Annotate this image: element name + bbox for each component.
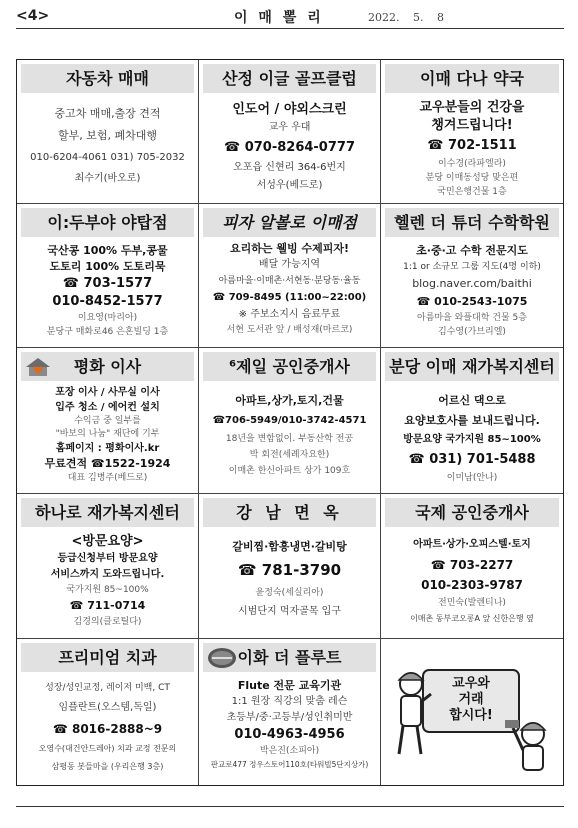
ad-gangnam-myeonok: [199, 494, 381, 639]
flute-logo-icon: [207, 646, 237, 670]
ad-realestate-gukje: [381, 494, 563, 639]
ad-line: 18년을 변함없이. 부동산학 전공: [225, 434, 354, 444]
ad-line: 국산콩 100% 두부,콩물: [47, 244, 168, 257]
ad-tofu-shop: [17, 204, 199, 348]
ad-line: 방문요양 국가지원 85~100%: [403, 434, 541, 445]
ad-line: 서현 도서관 앞 / 배성재(마르코): [226, 325, 353, 335]
ad-line: 서비스까지 도와드립니다.: [50, 569, 165, 580]
ad-line: 요리하는 웰빙 수제피자!: [230, 242, 349, 255]
ad-title: 프리미엄 치과: [21, 643, 194, 672]
ad-phone: ☎ 031) 701-5488: [408, 452, 536, 467]
ad-line: 초등부/중·고등부/성인취미반: [226, 712, 353, 723]
ad-line: 윤정숙(세실리아): [255, 588, 324, 598]
ad-line: 성장/성인교정, 레이저 미백, CT: [45, 683, 170, 693]
ad-line: 국가지원 85~100%: [66, 585, 149, 595]
ad-title: 이매 다나 약국: [385, 64, 559, 93]
page-header: [16, 4, 564, 26]
ad-line: 박은진(소피아): [259, 746, 320, 756]
newsletter-title: 이 매 뽈 리: [234, 10, 324, 26]
ad-line: 이요영(마리아): [77, 313, 138, 323]
ad-line: Flute 전문 교육기관: [237, 679, 342, 692]
issue-date: 2022. 5. 8: [368, 11, 444, 24]
ad-title: 피자 알볼로 이매점: [203, 208, 376, 237]
ad-line: ※ 주보소지시 음료무료: [238, 309, 341, 320]
ad-phone: ☎ 703-1577: [62, 276, 153, 291]
trade-sign: [423, 676, 519, 724]
ad-line: 할부, 보험, 폐차대행: [58, 129, 157, 142]
ad-flute-academy: [199, 639, 381, 785]
ad-title: 자동차 매매: [21, 64, 194, 93]
ad-phone: 무료견적 ☎1522-1924: [44, 457, 171, 470]
sign-line: 교우와: [452, 676, 490, 691]
ad-golf-club: [199, 60, 381, 204]
ad-title: 헬렌 더 튜더 수학학원: [385, 208, 559, 237]
ad-line: 어르신 댁으로: [438, 394, 506, 407]
ad-phone: ☎ 711-0714: [69, 599, 146, 612]
ad-line: 010-6204-4061 031) 705-2032: [30, 152, 185, 163]
ad-phone: ☎ 8016-2888~9: [52, 722, 163, 736]
ad-line: <방문요양>: [71, 534, 144, 549]
ad-line: 도토리 100% 도토리묵: [49, 260, 166, 273]
ad-title-box: [203, 643, 376, 672]
footer-rule: [16, 806, 564, 807]
ad-line: 1:1 or 소규모 그룹 지도(4명 이하): [403, 262, 541, 272]
ad-welfare-center-hanaro: [17, 494, 199, 639]
ad-line: 서성우(베드로): [256, 180, 323, 191]
ad-mobile: 010-8452-1577: [52, 294, 163, 309]
ad-phone: 010-4963-4956: [234, 727, 345, 742]
ad-line: 박 회전(세례자요한): [249, 450, 330, 460]
ad-line: 교우 우대: [268, 122, 311, 133]
ad-title: 국제 공인중개사: [385, 498, 559, 527]
ad-line: "바보의 나눔" 재단에 기부: [55, 429, 160, 439]
ad-line: 김경의(클로틸다): [73, 617, 142, 627]
ad-line: 포장 이사 / 사무실 이사: [55, 387, 160, 398]
house-logo-icon: [23, 355, 53, 377]
ad-phone: ☎ 781-3790: [237, 561, 342, 579]
ad-car-dealer: [17, 60, 199, 204]
page-number: <4>: [16, 8, 50, 24]
ad-line: 요양보호사를 보내드립니다.: [404, 414, 540, 427]
ad-math-academy: [381, 204, 563, 348]
ad-line: 아름마을 와플대학 건물 5층: [417, 313, 527, 323]
ad-title: ⁶제일 공인중개사: [203, 352, 376, 381]
ad-line: 오영수(대건안드레아) 치과 교정 전문의: [38, 744, 177, 753]
ad-line: 입주 청소 / 에어컨 설치: [55, 402, 160, 413]
ad-phone: ☎ 010-2543-1075: [416, 295, 528, 308]
ad-title: 하나로 재가복지센터: [21, 498, 194, 527]
ad-line: 대표 김병주(베드로): [67, 473, 148, 483]
ad-line: 임플란트(오스템,독일): [58, 702, 157, 713]
ad-line: 초·중·고 수학 전문지도: [416, 244, 528, 257]
sign-line: 합시다!: [449, 708, 493, 723]
ad-line: 1:1 원장 직강의 맞춤 레슨: [231, 696, 348, 707]
ad-realestate-jeil: [199, 348, 381, 494]
ad-line: 분당구 매화로46 은혼빌딩 1층: [46, 327, 169, 337]
ad-title: 분당 이매 재가복지센터: [385, 352, 559, 381]
ad-line: 이수경(라파엘라): [438, 159, 506, 169]
ad-phone: ☎ 702-1511: [427, 138, 517, 153]
ad-line: 수익금 중 일부를: [74, 416, 141, 426]
ad-phone: ☎ 703-2277: [430, 558, 514, 572]
ad-line: 이매촌 동부코오롱A 앞 신한은행 옆: [410, 614, 534, 623]
ad-line: 중고차 매매,출장 견적: [54, 107, 161, 120]
ad-phone: ☎ 709-8495 (11:00~22:00): [212, 292, 367, 303]
ad-title-box: [21, 352, 194, 381]
ad-line: 배달 가능지역: [258, 259, 321, 270]
ad-phone: ☎706-5949/010-3742-4571: [212, 415, 367, 426]
ad-line: 갈비찜·함흥냉면·갈비탕: [232, 540, 347, 553]
ad-title: 이화 더 플루트: [237, 648, 342, 667]
ad-trade-with-parishioners: [381, 639, 563, 785]
ad-blog: blog.naver.com/baithi: [412, 277, 532, 290]
ad-line: 인도어 / 야외스크린: [232, 102, 347, 117]
ad-line: 챙겨드립니다!: [431, 118, 513, 133]
ad-line: 이매촌 한신아파트 상가 109호: [228, 466, 351, 476]
ad-line: 시범단지 먹자골목 입구: [238, 606, 341, 617]
ad-mobile: 010-2303-9787: [421, 578, 523, 592]
ad-grid: [16, 59, 564, 786]
ad-line: 삼평동 봇들마을 (우리은행 3층): [51, 762, 164, 771]
ad-line: 교우분들의 건강을: [419, 100, 525, 115]
ad-line: 아파트·상가·오피스텔·토지: [413, 539, 531, 550]
ad-moving: [17, 348, 199, 494]
ad-pharmacy: [381, 60, 563, 204]
ad-line: 아름마을·이매촌·서현동·분당동·율동: [218, 276, 361, 286]
ad-line: 최수기(바오로): [74, 173, 141, 184]
ad-title: 강 남 면 옥: [203, 498, 376, 527]
ad-title: 평화 이사: [73, 357, 142, 376]
ad-line: 판교로477 정우스토어110호(타워빌5단지상가): [210, 760, 369, 769]
ad-title: 산정 이글 골프클럽: [203, 64, 376, 93]
ad-line: 전민숙(발렌티나): [438, 598, 506, 608]
ad-line: 등급신청부터 방문요양: [57, 553, 158, 564]
ad-pizza: [199, 204, 381, 348]
ad-line: 국민은행건물 1층: [437, 187, 507, 197]
ad-welfare-center-imae: [381, 348, 563, 494]
header-rule: [16, 28, 564, 29]
ad-dental-clinic: [17, 639, 199, 785]
ad-phone: ☎ 070-8264-0777: [223, 140, 355, 155]
ad-line: 이미남(안나): [446, 473, 498, 483]
ad-line: 분당 이매동성당 맞은편: [425, 173, 519, 183]
ad-website: 홈페이지 : 평화이사.kr: [55, 443, 160, 454]
ad-title: 이:두부야 야탑점: [21, 208, 194, 237]
sign-line: 거래: [458, 692, 484, 707]
ad-line: 아파트,상가,토지,건물: [235, 394, 344, 407]
ad-line: 김수영(가브리엘): [438, 327, 506, 337]
ad-line: 오포읍 신현리 364-6번지: [233, 162, 346, 173]
